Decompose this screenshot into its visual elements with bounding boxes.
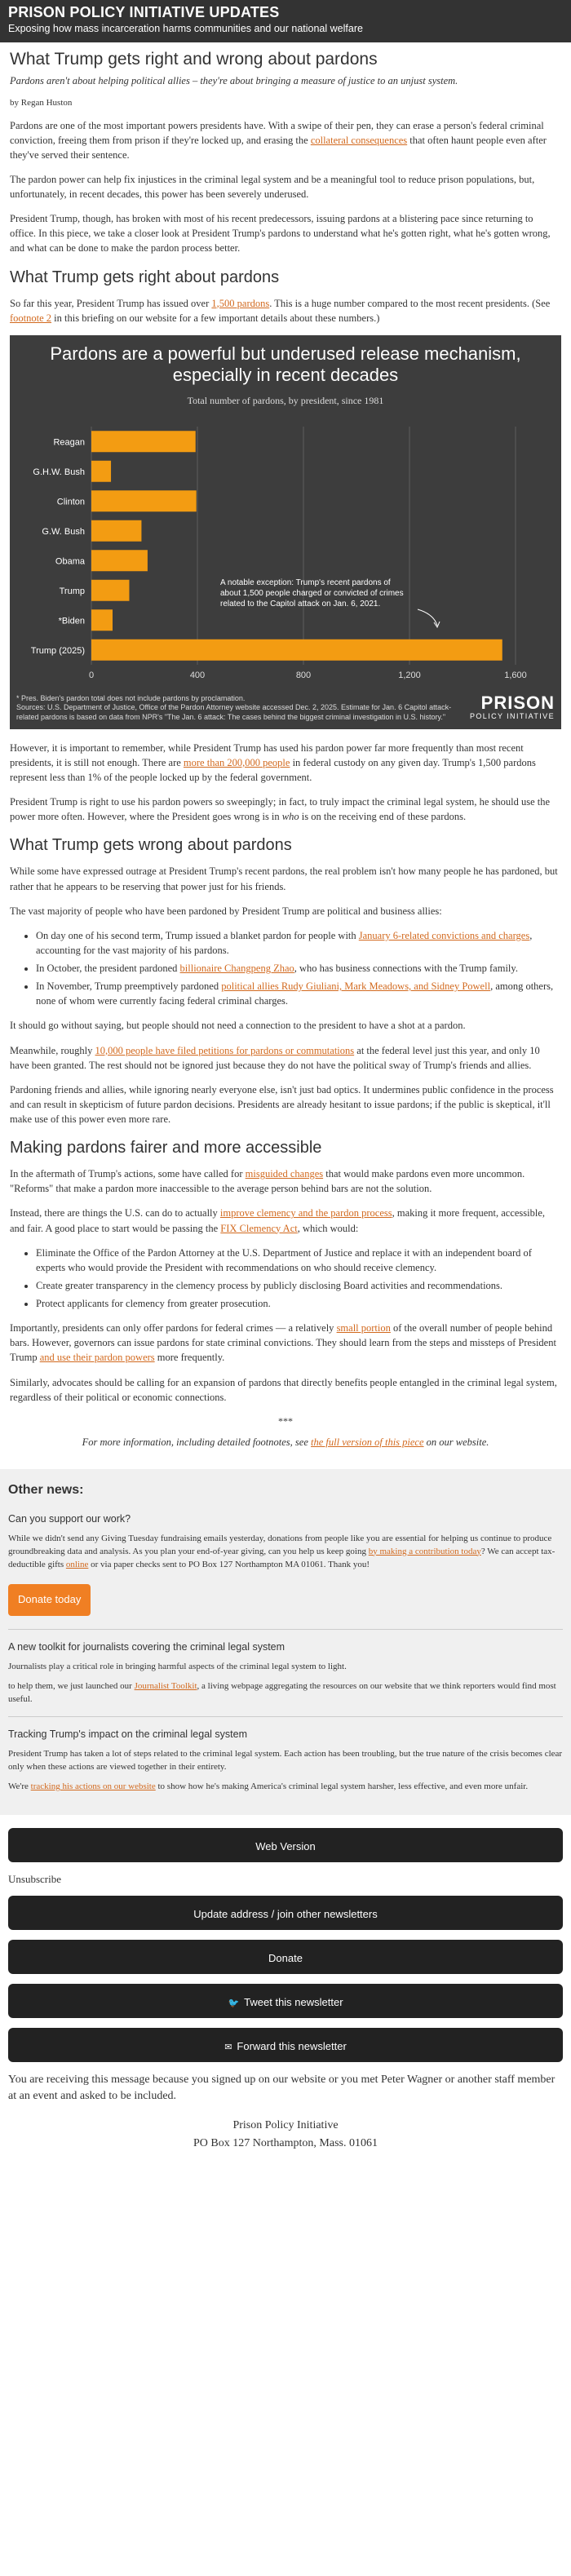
x-tick-label: 400 — [189, 670, 206, 680]
chart-annotation-line2: about 1,500 people charged or convicted of crimes — [220, 588, 404, 598]
web-version-button[interactable]: Web Version — [8, 1828, 563, 1862]
twitter-icon: 🐦 — [228, 1998, 240, 2009]
category-label: Clinton — [56, 497, 85, 507]
chart-sources: Sources: U.S. Department of Justice, Office of the Pardon Attorney website accessed Dec. 2, 2025. Estimate for Jan. 6 Capitol attack-related pardons is based on data from NPR's "The Jan. 6 attack: The cases behind the biggest criminal investigation in U.S. history." — [16, 703, 452, 722]
toolkit-title: A new toolkit for journalists covering the criminal legal system — [8, 1641, 286, 1653]
paragraph: Importantly, presidents can only offer pardons for federal crimes — a relatively small portion of the overall number of people behind bars. However, governors can issue pardons for state criminal convictions. They should learn from the steps and missteps of President Trump and use their pardon powers more frequently. — [10, 1322, 556, 1364]
list-item: • Eliminate the Office of the Pardon Attorney at the U.S. Department of Justice and replace it with an independent board of experts who would provide the President with recommendations on who should receive clemency. — [36, 1246, 561, 1275]
update-address-button[interactable]: Update address / join other newsletters — [8, 1896, 563, 1930]
divider-stars: *** — [278, 1414, 293, 1427]
x-tick-label: 1,600 — [504, 670, 527, 680]
newsletter-tagline: Exposing how mass incarceration harms communities and our national welfare — [8, 23, 363, 34]
article-byline: by Regan Huston — [10, 97, 73, 108]
support-text: While we didn't send any Giving Tuesday fundraising emails yesterday, donations from people like you are essential for helping us continue to produce groundbreaking data and analysis. As you plan your end-of-year giving, can you help us keep going by making a contribution today? We can accept tax-deductible gifts online or via paper checks sent to PO Box 127 Northampton MA 01061. Thank you! — [8, 1533, 556, 1569]
footnote-link[interactable]: footnote 2 — [10, 312, 52, 324]
paragraph: Pardons are one of the most important powers presidents have. With a swipe of their pen, they can erase a person's federal criminal conviction, freeing them from prison if they're locked up, and erasing the collateral consequences that often haunt people even after they've served their sentence. — [10, 119, 547, 161]
donate-today-button[interactable]: Donate today — [8, 1584, 91, 1616]
chart-annotation-line1: A notable exception: Trump's recent pardons of — [220, 578, 391, 587]
paragraph: The vast majority of people who have been pardoned by President Trump are political and business allies: — [10, 905, 442, 917]
chart-footer — [10, 694, 561, 729]
donate-button[interactable]: Donate — [8, 1940, 563, 1974]
forward-button[interactable]: ✉ Forward this newsletter — [8, 2028, 563, 2062]
paragraph: Similarly, advocates should be calling for an expansion of pardons that directly benefits people entangled in the criminal legal system, regardless of their political or economic connections. — [10, 1376, 557, 1403]
paragraph: Pardoning friends and allies, while ignoring nearly everyone else, isn't just bad optics. It undermines public confidence in the process and can result in skepticism of future pardon decisions. Presidents are already hesitant to issue pardons; if the public is skeptical, it'll make use of this power even more rare. — [10, 1083, 554, 1126]
chart-annotation-line3: related to the Capitol attack on Jan. 6, 2021. — [220, 599, 381, 609]
article-subtitle: Pardons aren't about helping political allies – they're about bringing a measure of justice to an unjust system. — [10, 75, 458, 87]
tracking-text: We're tracking his actions on our website to show how he's making America's criminal legal system harsher, less effective, and even more unfair. — [8, 1782, 529, 1792]
pardons-count-link[interactable]: 1,500 pardons — [211, 297, 270, 309]
bar-biden — [91, 609, 113, 631]
footer-actions — [0, 1815, 571, 2062]
bar-trump — [91, 580, 129, 601]
category-label: G.H.W. Bush — [33, 467, 85, 477]
paragraph: President Trump, though, has broken with most of his recent predecessors, issuing pardons at a blistering pace since returning to office. In this piece, we take a closer look at President Trump's pardons to understand what he's gotten right, what he's gotten wrong, and what can be done to make the pardon process better. — [10, 213, 551, 255]
list-item: • On day one of his second term, Trump issued a blanket pardon for people with January 6-related convictions and charges, accounting for the vast majority of his pardons. — [36, 928, 561, 958]
journalist-toolkit-link[interactable]: Journalist Toolkit — [134, 1681, 197, 1692]
paragraph: Meanwhile, roughly 10,000 people have filed petitions for pardons or commutations at the federal level just this year, and only 10 have been granted. The rest should not be ignored just because they do not have the political sway of Trump's friends and allies. — [10, 1044, 540, 1071]
contribution-link[interactable]: by making a contribution today — [368, 1546, 481, 1556]
petitions-link[interactable]: 10,000 people have filed petitions for pardons or commutations — [95, 1044, 355, 1056]
improve-clemency-link[interactable]: improve clemency and the pardon process — [219, 1207, 392, 1219]
political-allies-link[interactable]: political allies Rudy Giuliani, Mark Meadows, and Sidney Powell — [221, 980, 491, 993]
category-label: Obama — [55, 556, 85, 566]
toolkit-text: Journalists play a critical role in bringing harmful aspects of the criminal legal system to light. — [8, 1662, 347, 1672]
category-label: Trump — [59, 586, 85, 596]
divider — [8, 1716, 563, 1717]
category-label: Trump (2025) — [30, 645, 85, 656]
other-news-heading: Other news: — [8, 1483, 84, 1498]
jan6-link[interactable]: January 6-related convictions and charges — [358, 929, 530, 941]
category-label: *Biden — [58, 616, 85, 626]
footer-address — [0, 2117, 571, 2153]
divider — [8, 1629, 563, 1630]
fix-clemency-list — [10, 1246, 561, 1312]
toolkit-text: to help them, we just launched our Journalist Toolkit, a living webpage aggregating the resources on our website that we think reporters would find most useful. — [8, 1681, 556, 1705]
tweet-button[interactable]: 🐦 Tweet this newsletter — [8, 1984, 563, 2018]
collateral-consequences-link[interactable]: collateral consequences — [310, 134, 408, 146]
paragraph: So far this year, President Trump has issued over 1,500 pardons. This is a huge number compared to the most recent presidents. (See footnote 2 in this briefing on our website for a few important details about these numbers.) — [10, 297, 551, 324]
list-item: • Protect applicants for clemency from greater prosecution. — [36, 1296, 561, 1311]
paragraph: It should go without saying, but people should not need a connection to the president to have a shot at a pardon. — [10, 1020, 466, 1032]
newsletter-brand: PRISON POLICY INITIATIVE UPDATES — [8, 4, 280, 20]
tracking-title: Tracking Trump's impact on the criminal legal system — [8, 1728, 247, 1741]
section-heading-fair: Making pardons fairer and more accessible — [10, 1139, 322, 1157]
article — [0, 47, 571, 1450]
pardons-chart — [10, 335, 561, 729]
chart-subtitle: Total number of pardons, by president, since 1981 — [187, 394, 384, 406]
x-tick-label: 1,200 — [398, 670, 421, 680]
list-item: • In October, the president pardoned billionaire Changpeng Zhao, who has business connections with the Trump family. — [36, 961, 561, 976]
tracking-link[interactable]: tracking his actions on our website — [30, 1782, 156, 1792]
paragraph: While some have expressed outrage at President Trump's recent pardons, the real problem isn't how many people he has pardoned, but rather that he appears to be reserving that power just for his friends. — [10, 865, 558, 892]
ppi-logo: PRISON POLICY INITIATIVE — [470, 692, 555, 720]
x-tick-label: 800 — [295, 670, 312, 680]
list-item: • Create greater transparency in the clemency process by publicly disclosing Board activities and recommendations. — [36, 1278, 561, 1293]
tracking-text: President Trump has taken a lot of steps related to the criminal legal system. Each action has been troubling, but the true nature of the crisis becomes clear only when these actions are viewed together in their entirety. — [8, 1749, 563, 1773]
pardons-chart-svg — [10, 335, 561, 694]
bar-g-h-w-bush — [91, 461, 111, 482]
bar-reagan — [91, 431, 196, 452]
allies-list — [10, 928, 561, 1009]
paragraph: Instead, there are things the U.S. can do to actually improve clemency and the pardon process, making it more frequent, accessible, and fair. A good place to start would be passing the FIX Clemency Act, which would: — [10, 1207, 546, 1234]
bar-clinton — [91, 490, 197, 511]
pardon-powers-link[interactable]: and use their pardon powers — [39, 1352, 155, 1364]
paragraph: In the aftermath of Trump's actions, some have called for misguided changes that would make pardons even more uncommon. "Reforms" that make a pardon more inaccessible to the average person behind bars are not the solution. — [10, 1168, 525, 1195]
bar-g-w-bush — [91, 520, 141, 542]
newsletter-header — [0, 0, 571, 42]
small-portion-link[interactable]: small portion — [336, 1322, 391, 1334]
postal-address: PO Box 127 Northampton, Mass. 01061 — [193, 2137, 378, 2149]
chart-title-line1: Pardons are a powerful but underused release mechanism, — [50, 343, 521, 364]
org-name: Prison Policy Initiative — [232, 2118, 339, 2131]
misguided-changes-link[interactable]: misguided changes — [245, 1168, 324, 1180]
fix-clemency-act-link[interactable]: FIX Clemency Act — [220, 1222, 298, 1234]
bar-obama — [91, 550, 148, 571]
online-link[interactable]: online — [65, 1559, 89, 1569]
x-tick-label: 0 — [88, 670, 95, 680]
federal-custody-link[interactable]: more than 200,000 people — [183, 756, 290, 768]
receiving-note: You are receiving this message because you signed up on our website or you met Peter Wagner or another staff member at an event and asked to be included. — [8, 2074, 556, 2103]
full-version-note: For more information, including detailed footnotes, see the full version of this piece on our website. — [82, 1436, 489, 1449]
paragraph: The pardon power can help fix injustices in the criminal legal system and be a meaningful tool to reduce prison populations, but, unfortunately, in recent decades, this power has been severely underused. — [10, 173, 535, 200]
paragraph: President Trump is right to use his pardon powers so sweepingly; in fact, to truly impact the criminal legal system, he should use the power more often. However, where the President goes wrong is in who is on the receiving end of these pardons. — [10, 796, 551, 823]
forward-icon: ✉ — [224, 2043, 232, 2053]
article-title: What Trump gets right and wrong about pardons — [10, 50, 378, 69]
section-heading-wrong: What Trump gets wrong about pardons — [10, 836, 292, 855]
chart-title-line2: especially in recent decades — [172, 364, 399, 385]
chart-note: * Pres. Biden's pardon total does not include pardons by proclamation. — [16, 693, 246, 702]
list-item: • In November, Trump preemptively pardoned political allies Rudy Giuliani, Mark Meadows, and Sidney Powell, among others, none of whom were currently facing federal criminal charges. — [36, 979, 561, 1008]
section-heading-right: What Trump gets right about pardons — [10, 268, 280, 286]
paragraph: However, it is important to remember, while President Trump has used his pardon power far more frequently than most recent presidents, it is still not enough. There are more than 200,000 people in federal custody on any given day. Trump's 1,500 pardons represent less than 1% of the people locked up by the federal government. — [10, 741, 536, 784]
bar-trump-2025 — [91, 640, 502, 661]
category-label: G.W. Bush — [42, 526, 85, 537]
other-news — [0, 1469, 571, 1815]
unsubscribe-link[interactable]: Unsubscribe — [8, 1873, 61, 1886]
category-label: Reagan — [53, 437, 85, 447]
zhao-link[interactable]: billionaire Changpeng Zhao — [179, 963, 294, 975]
full-version-link[interactable]: the full version of this piece — [311, 1436, 424, 1449]
support-title: Can you support our work? — [8, 1512, 131, 1525]
